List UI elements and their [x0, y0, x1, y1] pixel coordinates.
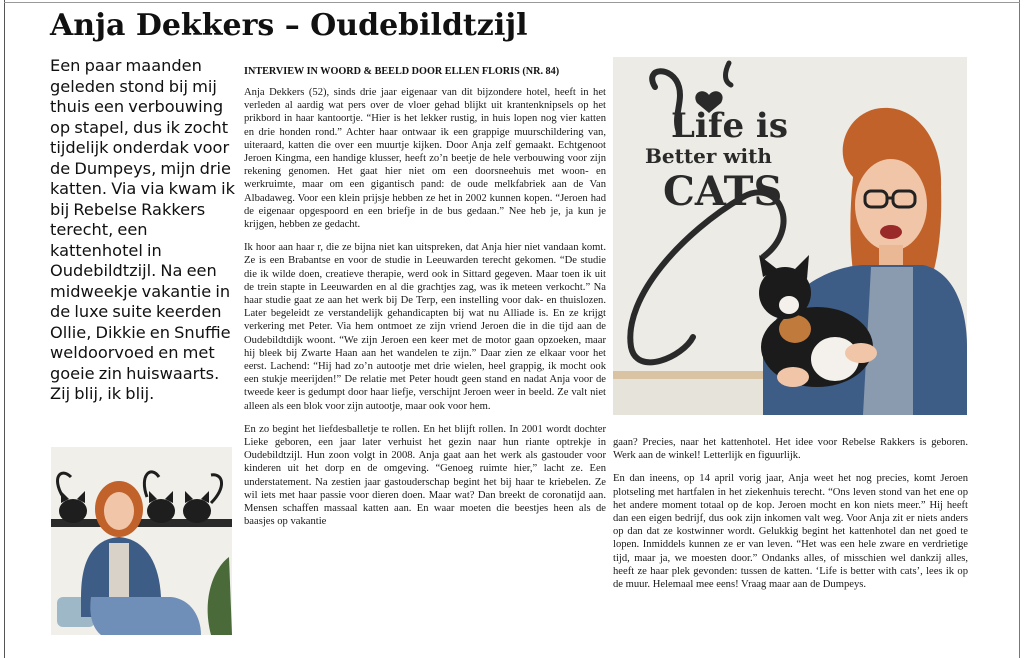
- page-frame-right: [1019, 0, 1020, 658]
- wall-text-line-2: Better with: [645, 144, 772, 168]
- photo-woman-with-cat: [613, 57, 967, 415]
- wall-text-line-3: CATS: [663, 168, 783, 215]
- article-column-right: [613, 436, 968, 601]
- wall-text-line-1: Life is: [671, 106, 788, 146]
- photo-woman-with-cat-illustration: [613, 57, 967, 415]
- paragraph: gaan? Precies, naar het kattenhotel. Het idee voor Rebelse Rakkers is geboren. Werk aan de winkel! Letterlijk en figuurlijk.: [613, 437, 968, 462]
- paragraph: Ik hoor aan haar r, die ze bijna niet kan uitspreken, dat Anja hier niet vandaan komt. Ze is een Brabantse en voor de studie in Leeuwarden terecht gekomen. “De studie die ik wilde doen, creatieve therapie, werd ook in Sittard gegeven. Maar toen ik uit de trein stapte in Leeuwarden en al die grachtjes zag, was ik meteen verkocht.” Na haar studie gaat ze aan het werk bij De Terp, een instelling voor dak- en thuislozen. Later begeleidt ze verstandelijk gehandicapten bij wat nu Alliade is. En ze krijgt verkering met Peter. Via hem ontmoet ze zijn vriend Jeroen die in die tijd aan de Oudebildtdijk woont. “We zijn Jeroen een keer met de motor gaan opzoeken, maar hij bleek bij Zwarte Haan aan het wandelen te zijn.” Daar zien ze elkaar voor het eerst. Lachend: “Hij had zo’n autootje met drie wielen, heel grappig, ik mocht ook een stukje meerijden!” De relatie met Peter houdt geen stand en nadat Anja voor de tweede keer is gedumpt door haar liefje, verschijnt Jeroen weer in beeld. Ze valt niet alleen als een blok voor zijn autootje, maar ook voor hem.: [244, 242, 606, 412]
- article-byline: INTERVIEW IN WOORD & BEELD DOOR ELLEN FLORIS (NR. 84): [244, 66, 560, 77]
- page-frame-left: [4, 0, 5, 658]
- paragraph: En dan ineens, op 14 april vorig jaar, Anja weet het nog precies, komt Jeroen plotseling met hartfalen in het ziekenhuis terecht. “Ons leven stond van het ene op het andere moment totaal op de kop. Jeroen mocht en kon niets meer.” Hij heeft dan een eigen bedrijf, dus ook zijn inkomen valt weg. Voor Anja zit er niets anders op dan dat ze kostwinner wordt. Gelukkig begint het kattenhotel dan net goed te lopen. Inmiddels kunnen ze er van leven. “Het was een hele zware en verdrietige tijd, maar ja, we moesten door.” Ondanks alles, of misschien wel dankzij alles, heeft ze haar plek gevonden: tussen de katten. ‘Life is better with cats’, lees ik op de muur. Helemaal mee eens! Vraag maar aan de Dumpeys.: [613, 473, 968, 591]
- photo-woman-seated-illustration: [51, 447, 232, 635]
- article-column-middle: [244, 86, 606, 539]
- photo-woman-seated: [51, 447, 232, 635]
- paragraph: En zo begint het liefdesballetje te rollen. En het blijft rollen. In 2001 wordt dochter Lieke geboren, een jaar later verhuist het gezin naar hun riante optrekje in Oudebildtzijl. Hun zoon volgt in 2008. Anja gaat aan het werk als gastouder voor kinderen uit het dorp en de omgeving. “Genoeg ruimte hier,” lacht ze. Een understatement. Na zestien jaar gastouderschap begint het bij haar te kriebelen. Ze wil iets met haar passie voor dieren doen. Maar wat? Dan breekt de coronatijd aan. Mensen schaffen massaal katten aan. En waar moeten die beestjes heen als de baasjes op vakantie: [244, 423, 606, 528]
- page-frame-top: [4, 2, 1020, 3]
- article-lead: Een paar maanden geleden stond bij mij thuis een verbouwing op stapel, dus ik zocht tijdelijk onderdak voor de Dumpeys, mijn drie katten. Via via kwam ik bij Rebelse Rakkers terecht, een kattenhotel in Oudebildtzijl. Na een midweekje vakantie in de luxe suite keerden Ollie, Dikkie en Snuffie weldoorvoed en met goeie zin huiswaarts. Zij blij, ik blij.: [50, 56, 235, 403]
- article-headline: Anja Dekkers – Oudebildtzijl: [50, 8, 528, 43]
- paragraph: Anja Dekkers (52), sinds drie jaar eigenaar van dit bijzondere hotel, heeft in het verleden al aardig wat pers over de vloer gehad blijkt uit krantenknipsels op het prikbord in haar kantoortje. “Hier is het lekker rustig, in huis lopen nog vier katten en drie honden rond.” Achter haar ontwaar ik een grappige muurschildering van, uiteraard, katten die over een muurtje kijken. Door Anja zelf gemaakt. Echtgenoot Jeroen Kingma, een handige klusser, heeft zo’n beetje de hele verbouwing voor zijn rekening genomen. Het gaat hier niet om een doorsneehuis met woon- en werkruimte, maar om een gigantisch pand: de oude melkfabriek aan de Van Albadaweg. Voor een klein prijsje hebben ze het in 2002 kunnen kopen. “Jeroen had de eigenaar opgespoord en een briefje in de bus gedaan.” Nee heb je, ja kun je krijgen, hebben ze gedacht.: [244, 87, 606, 231]
